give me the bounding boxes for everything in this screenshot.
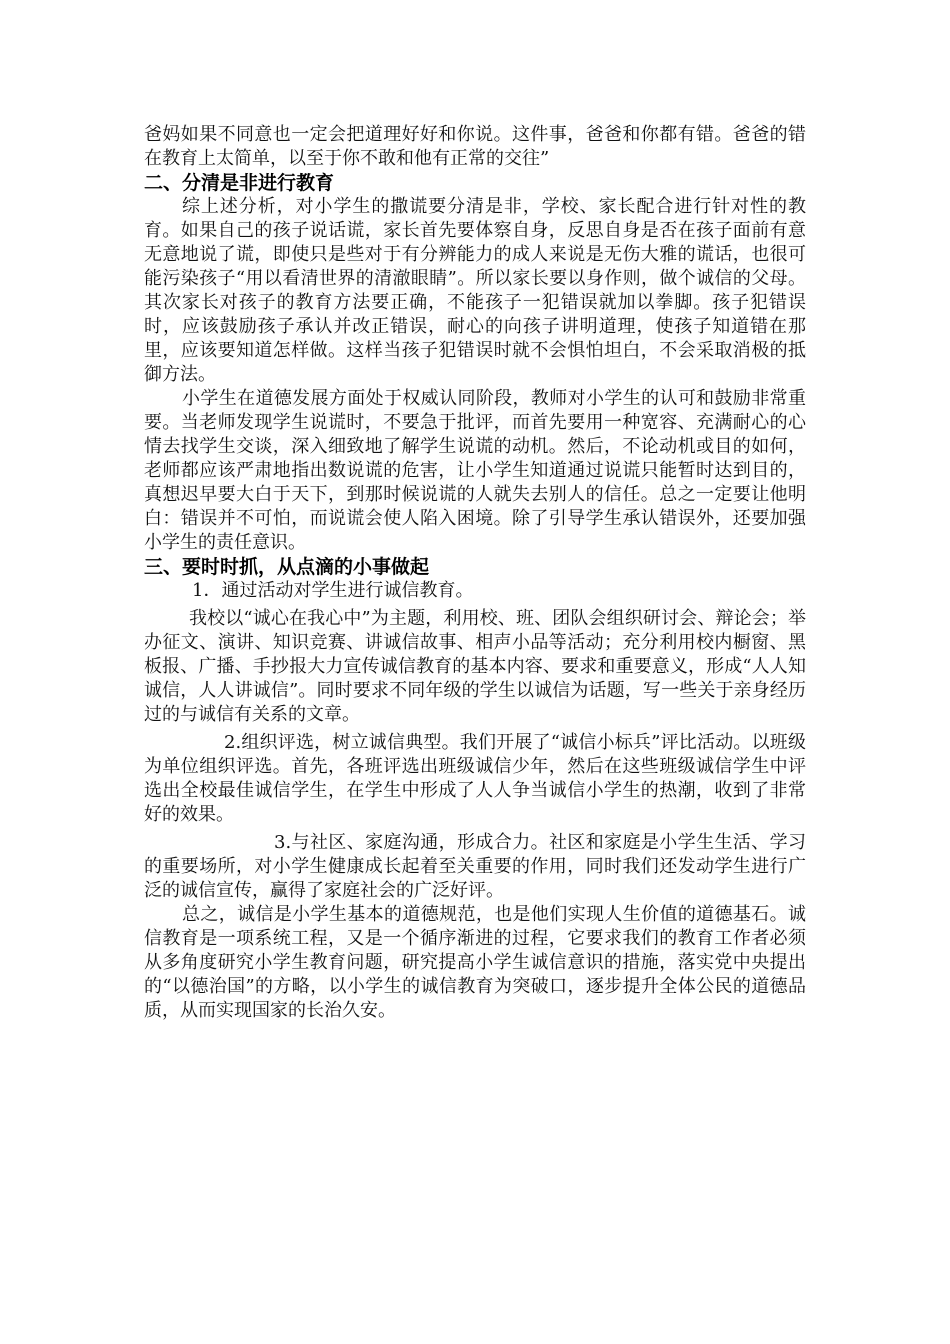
intro-paragraph: 爸妈如果不同意也一定会把道理好好和你说。这件事，爸爸和你都有错。爸爸的错在教育上太简单，以至于你不敢和他有正常的交往” — [144, 124, 806, 169]
section-heading-3: 三、要时时抓，从点滴的小事做起 — [144, 556, 430, 578]
list-item-1: 1．通过活动对学生进行诚信教育。 — [192, 580, 474, 601]
section-heading-2: 二、分清是非进行教育 — [144, 172, 335, 194]
list-item-3: 3.与社区、家庭沟通，形成合力。社区和家庭是小学生生活、学习的重要场所，对小学生健康成长起着至关重要的作用，同时我们还发动学生进行广泛的诚信宣传，赢得了家庭社会的广泛好评。 — [144, 832, 806, 901]
conclusion-paragraph: 总之，诚信是小学生基本的道德规范，也是他们实现人生价值的道德基石。诚信教育是一项系统工程，又是一个循序渐进的过程，它要求我们的教育工作者必须从多角度研究小学生教育问题，研究提高小学生诚信意识的措施，落实党中央提出的“以德治国”的方略，以小学生的诚信教育为突破口，逐步提升全体公民的道德品质，从而实现国家的长治久安。 — [144, 904, 806, 1021]
summary-paragraph: 综上述分析，对小学生的撒谎要分清是非，学校、家长配合进行针对性的教育。如果自己的孩子说话谎，家长首先要体察自身，反思自身是否在孩子面前有意无意地说了谎，即使只是些对于有分辨能力的成人来说是无伤大雅的谎话，也很可能污染孩子“用以看清世界的清澈眼睛”。所以家长要以身作则，做个诚信的父母。其次家长对孩子的教育方法要正确，不能孩子一犯错误就加以拳脚。孩子犯错误时，应该鼓励孩子承认并改正错误，耐心的向孩子讲明道理，使孩子知道错在那里，应该要知道怎样做。这样当孩子犯错误时就不会惧怕坦白，不会采取消极的抵御方法。 — [144, 196, 806, 385]
teacher-paragraph: 小学生在道德发展方面处于权威认同阶段，教师对小学生的认可和鼓励非常重要。当老师发现学生说谎时，不要急于批评，而首先要用一种宽容、充满耐心的心情去找学生交谈，深入细致地了解学生说谎的动机。然后，不论动机或目的如何，老师都应该严肃地指出数说谎的危害，让小学生知道通过说谎只能暂时达到目的，真想迟早要大白于天下，到那时候说谎的人就失去别人的信任。总之一定要让他明白：错误并不可怕，而说谎会使人陷入困境。除了引导学生承认错误外，还要加强小学生的责任意识。 — [144, 388, 806, 553]
document-page — [144, 123, 806, 1023]
school-activities-paragraph: 我校以“诚心在我心中”为主题，利用校、班、团队会组织研讨会、辩论会；举办征文、演讲、知识竞赛、讲诚信故事、相声小品等活动；充分利用校内橱窗、黑板报、广播、手抄报大力宣传诚信教育的基本内容、要求和重要意义，形成“人人知诚信，人人讲诚信”。同时要求不同年级的学生以诚信为话题，写一些关于亲身经历过的与诚信有关系的文章。 — [144, 608, 806, 725]
list-item-2: 2.组织评选，树立诚信典型。我们开展了“诚信小标兵”评比活动。以班级为单位组织评选。首先，各班评选出班级诚信少年，然后在这些班级诚信学生中评选出全校最佳诚信学生，在学生中形成了人人争当诚信小学生的热潮，收到了非常好的效果。 — [144, 732, 806, 825]
